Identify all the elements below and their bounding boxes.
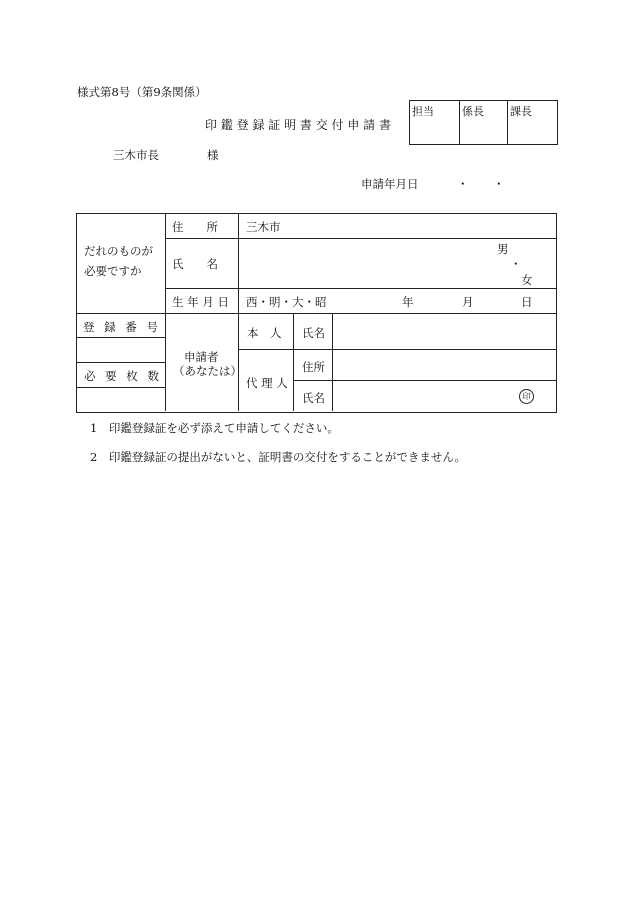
address-label: 住 所 bbox=[172, 220, 218, 234]
column-divider bbox=[165, 213, 166, 411]
seal-icon: 印 bbox=[519, 389, 534, 404]
approval-tanto-label: 担当 bbox=[412, 105, 434, 118]
name-label: 氏 名 bbox=[172, 257, 218, 271]
applicant-label: （あなたは） bbox=[173, 364, 242, 378]
column-divider bbox=[293, 313, 294, 411]
addressee-suffix: 様 bbox=[207, 148, 219, 162]
agent-name-label: 氏名 bbox=[302, 391, 325, 405]
agent-address-label: 住所 bbox=[302, 360, 325, 374]
approval-kacho-label: 課長 bbox=[510, 105, 532, 118]
registration-number-field[interactable] bbox=[77, 338, 165, 362]
application-date-label: 申請年月日 bbox=[361, 177, 419, 191]
self-label: 本 人 bbox=[247, 326, 282, 340]
subject-header: 必要ですか bbox=[84, 264, 142, 278]
applicant-label: 申請者 bbox=[184, 350, 219, 364]
note-item: 2 印鑑登録証の提出がないと、証明書の交付をすることができません。 bbox=[90, 450, 467, 464]
copies-field[interactable] bbox=[77, 388, 165, 411]
application-date-dot: ・ bbox=[457, 177, 469, 191]
era-options[interactable]: 西・明・大・昭 bbox=[246, 295, 327, 309]
agent-label: 代 理 人 bbox=[246, 376, 288, 390]
self-name-field[interactable] bbox=[333, 314, 555, 349]
approval-kacho bbox=[507, 101, 557, 144]
agent-address-field[interactable] bbox=[333, 350, 555, 380]
approval-kakaricho-label: 係長 bbox=[462, 105, 484, 118]
self-name-label: 氏名 bbox=[302, 326, 325, 340]
form-number: 様式第8号（第9条関係） bbox=[77, 85, 207, 99]
address-value[interactable]: 三木市 bbox=[246, 220, 281, 234]
form-title: 印 鑑 登 録 証 明 書 交 付 申 請 書 bbox=[205, 118, 391, 132]
column-divider bbox=[238, 313, 239, 411]
registration-number-label: 登 録 番 号 bbox=[83, 320, 161, 334]
approval-tanto bbox=[410, 101, 459, 144]
addressee: 三木市長 bbox=[113, 148, 159, 162]
birth-year-unit: 年 bbox=[402, 295, 414, 309]
row-divider bbox=[76, 362, 165, 363]
birth-day-unit: 日 bbox=[521, 295, 533, 309]
note-item: 1 印鑑登録証を必ず添えて申請してください。 bbox=[90, 421, 339, 435]
application-date-dot: ・ bbox=[493, 177, 505, 191]
copies-label: 必 要 枚 数 bbox=[84, 369, 162, 383]
subject-header: だれのものが bbox=[84, 244, 153, 258]
gender-female-option[interactable]: 女 bbox=[521, 273, 533, 287]
gender-separator: ・ bbox=[510, 257, 522, 271]
approval-kakaricho bbox=[459, 101, 508, 144]
birth-month-unit: 月 bbox=[462, 295, 474, 309]
name-field[interactable] bbox=[240, 239, 556, 288]
column-divider bbox=[238, 213, 239, 313]
gender-male-option[interactable]: 男 bbox=[497, 242, 509, 256]
birthdate-label: 生 年 月 日 bbox=[172, 295, 229, 309]
approval-box bbox=[409, 100, 558, 145]
row-divider bbox=[165, 288, 556, 289]
